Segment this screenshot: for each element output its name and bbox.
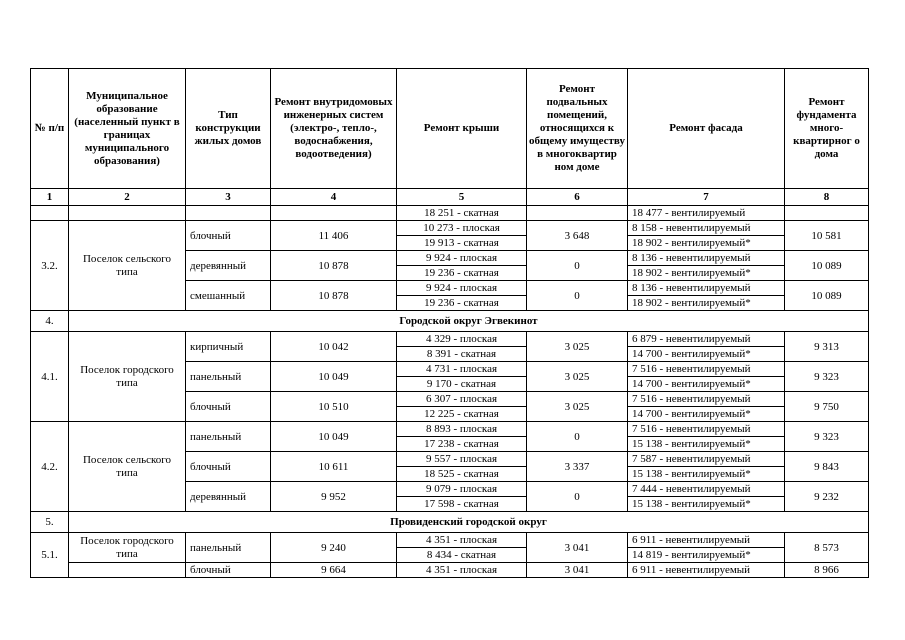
construction-type: блочный xyxy=(186,392,271,422)
facade-cell: 7 444 - невентилируемый xyxy=(628,482,785,497)
foundation-cell: 8 966 xyxy=(785,563,869,578)
roof-cell: 4 351 - плоская xyxy=(397,533,527,548)
facade-cell: 8 136 - невентилируемый xyxy=(628,281,785,296)
foundation-cell: 9 232 xyxy=(785,482,869,512)
basement-cell: 0 xyxy=(527,482,628,512)
header-cell: Ремонт фасада xyxy=(628,69,785,189)
engineering-cell: 10 042 xyxy=(271,332,397,362)
roof-cell: 9 924 - плоская xyxy=(397,251,527,266)
header-cell: Тип конструкции жилых домов xyxy=(186,69,271,189)
table-row xyxy=(31,563,869,578)
engineering-cell: 10 611 xyxy=(271,452,397,482)
roof-cell: 19 236 - скатная xyxy=(397,266,527,281)
settlement-cell: Поселок сельского типа xyxy=(69,422,186,512)
basement-cell: 3 025 xyxy=(527,392,628,422)
construction-type: деревянный xyxy=(186,482,271,512)
column-number: 2 xyxy=(69,189,186,206)
column-number: 8 xyxy=(785,189,869,206)
construction-type: блочный xyxy=(186,452,271,482)
table-row xyxy=(31,332,869,347)
column-number: 7 xyxy=(628,189,785,206)
section-title: Провиденский городской округ xyxy=(69,512,869,533)
foundation-cell: 9 323 xyxy=(785,422,869,452)
settlement-cell: Поселок сельского типа xyxy=(69,221,186,311)
facade-cell: 6 879 - невентилируемый xyxy=(628,332,785,347)
roof-cell: 4 731 - плоская xyxy=(397,362,527,377)
basement-cell: 0 xyxy=(527,422,628,452)
foundation-cell: 9 750 xyxy=(785,392,869,422)
table-row xyxy=(31,422,869,437)
facade-cell: 8 158 - невентилируемый xyxy=(628,221,785,236)
basement-cell: 3 041 xyxy=(527,533,628,563)
roof-cell: 9 924 - плоская xyxy=(397,281,527,296)
construction-type: деревянный xyxy=(186,251,271,281)
construction-type: блочный xyxy=(186,563,271,578)
column-number: 5 xyxy=(397,189,527,206)
foundation-cell: 10 581 xyxy=(785,221,869,251)
column-number: 4 xyxy=(271,189,397,206)
foundation-cell: 10 089 xyxy=(785,251,869,281)
facade-cell: 8 136 - невентилируемый xyxy=(628,251,785,266)
construction-type: смешанный xyxy=(186,281,271,311)
basement-cell: 3 648 xyxy=(527,221,628,251)
roof-cell: 4 329 - плоская xyxy=(397,332,527,347)
basement-cell: 0 xyxy=(527,281,628,311)
construction-type: панельный xyxy=(186,362,271,392)
engineering-cell: 9 952 xyxy=(271,482,397,512)
section-number: 5. xyxy=(31,512,69,533)
column-number-row xyxy=(31,189,869,206)
column-number: 6 xyxy=(527,189,628,206)
engineering-cell: 10 878 xyxy=(271,281,397,311)
foundation-cell: 8 573 xyxy=(785,533,869,563)
header-cell: № п/п xyxy=(31,69,69,189)
facade-cell: 18 902 - вентилируемый* xyxy=(628,266,785,281)
header-cell: Ремонт крыши xyxy=(397,69,527,189)
repair-cost-table xyxy=(30,68,869,578)
row-number: 5.1. xyxy=(31,533,69,578)
table-row xyxy=(31,221,869,236)
column-number: 1 xyxy=(31,189,69,206)
section-number: 4. xyxy=(31,311,69,332)
roof-cell: 18 251 - скатная xyxy=(397,206,527,221)
column-number: 3 xyxy=(186,189,271,206)
roof-cell: 9 557 - плоская xyxy=(397,452,527,467)
roof-cell: 12 225 - скатная xyxy=(397,407,527,422)
roof-cell: 19 236 - скатная xyxy=(397,296,527,311)
roof-cell: 17 598 - скатная xyxy=(397,497,527,512)
header-cell: Муниципальное образование (населенный пункт в границах муниципального образования) xyxy=(69,69,186,189)
facade-cell: 15 138 - вентилируемый* xyxy=(628,467,785,482)
section-row xyxy=(31,512,869,533)
roof-cell: 18 525 - скатная xyxy=(397,467,527,482)
foundation-cell: 9 323 xyxy=(785,362,869,392)
header-cell: Ремонт фундамента много-квартирног о дома xyxy=(785,69,869,189)
row-number: 4.1. xyxy=(31,332,69,422)
roof-cell: 6 307 - плоская xyxy=(397,392,527,407)
facade-cell: 14 819 - вентилируемый* xyxy=(628,548,785,563)
basement-cell: 3 041 xyxy=(527,563,628,578)
facade-cell: 7 516 - невентилируемый xyxy=(628,362,785,377)
roof-cell: 8 434 - скатная xyxy=(397,548,527,563)
section-title: Городской округ Эгвекинот xyxy=(69,311,869,332)
roof-cell: 8 391 - скатная xyxy=(397,347,527,362)
facade-cell: 7 516 - невентилируемый xyxy=(628,422,785,437)
basement-cell: 3 025 xyxy=(527,332,628,362)
facade-cell: 6 911 - невентилируемый xyxy=(628,563,785,578)
engineering-cell: 10 049 xyxy=(271,362,397,392)
engineering-cell: 9 664 xyxy=(271,563,397,578)
settlement-cell: Поселок городского типа xyxy=(69,533,186,563)
facade-cell: 18 902 - вентилируемый* xyxy=(628,296,785,311)
roof-cell: 19 913 - скатная xyxy=(397,236,527,251)
engineering-cell: 10 049 xyxy=(271,422,397,452)
facade-cell: 18 902 - вентилируемый* xyxy=(628,236,785,251)
engineering-cell: 9 240 xyxy=(271,533,397,563)
roof-cell: 4 351 - плоская xyxy=(397,563,527,578)
engineering-cell: 11 406 xyxy=(271,221,397,251)
foundation-cell: 9 843 xyxy=(785,452,869,482)
engineering-cell: 10 878 xyxy=(271,251,397,281)
row-number: 3.2. xyxy=(31,221,69,311)
header-row xyxy=(31,69,869,189)
facade-cell: 14 700 - вентилируемый* xyxy=(628,377,785,392)
facade-cell: 6 911 - невентилируемый xyxy=(628,533,785,548)
roof-cell: 9 170 - скатная xyxy=(397,377,527,392)
facade-cell: 7 516 - невентилируемый xyxy=(628,392,785,407)
roof-cell: 8 893 - плоская xyxy=(397,422,527,437)
foundation-cell: 9 313 xyxy=(785,332,869,362)
header-cell: Ремонт внутридомовых инженерных систем (электро-, тепло-, водоснабжения, водоотведения) xyxy=(271,69,397,189)
roof-cell: 9 079 - плоская xyxy=(397,482,527,497)
roof-cell: 10 273 - плоская xyxy=(397,221,527,236)
construction-type: панельный xyxy=(186,422,271,452)
facade-cell: 15 138 - вентилируемый* xyxy=(628,497,785,512)
basement-cell: 0 xyxy=(527,251,628,281)
engineering-cell: 10 510 xyxy=(271,392,397,422)
construction-type: панельный xyxy=(186,533,271,563)
settlement-cell: Поселок городского типа xyxy=(69,332,186,422)
foundation-cell: 10 089 xyxy=(785,281,869,311)
facade-cell: 7 587 - невентилируемый xyxy=(628,452,785,467)
basement-cell: 3 025 xyxy=(527,362,628,392)
row-number: 4.2. xyxy=(31,422,69,512)
construction-type: кирпичный xyxy=(186,332,271,362)
table-row xyxy=(31,206,869,221)
table-row xyxy=(31,533,869,548)
facade-cell: 18 477 - вентилируемый xyxy=(628,206,785,221)
section-row xyxy=(31,311,869,332)
facade-cell: 15 138 - вентилируемый* xyxy=(628,437,785,452)
roof-cell: 17 238 - скатная xyxy=(397,437,527,452)
facade-cell: 14 700 - вентилируемый* xyxy=(628,347,785,362)
facade-cell: 14 700 - вентилируемый* xyxy=(628,407,785,422)
basement-cell: 3 337 xyxy=(527,452,628,482)
header-cell: Ремонт подвальных помещений, относящихся к общему имуществу в многоквартир ном доме xyxy=(527,69,628,189)
construction-type: блочный xyxy=(186,221,271,251)
